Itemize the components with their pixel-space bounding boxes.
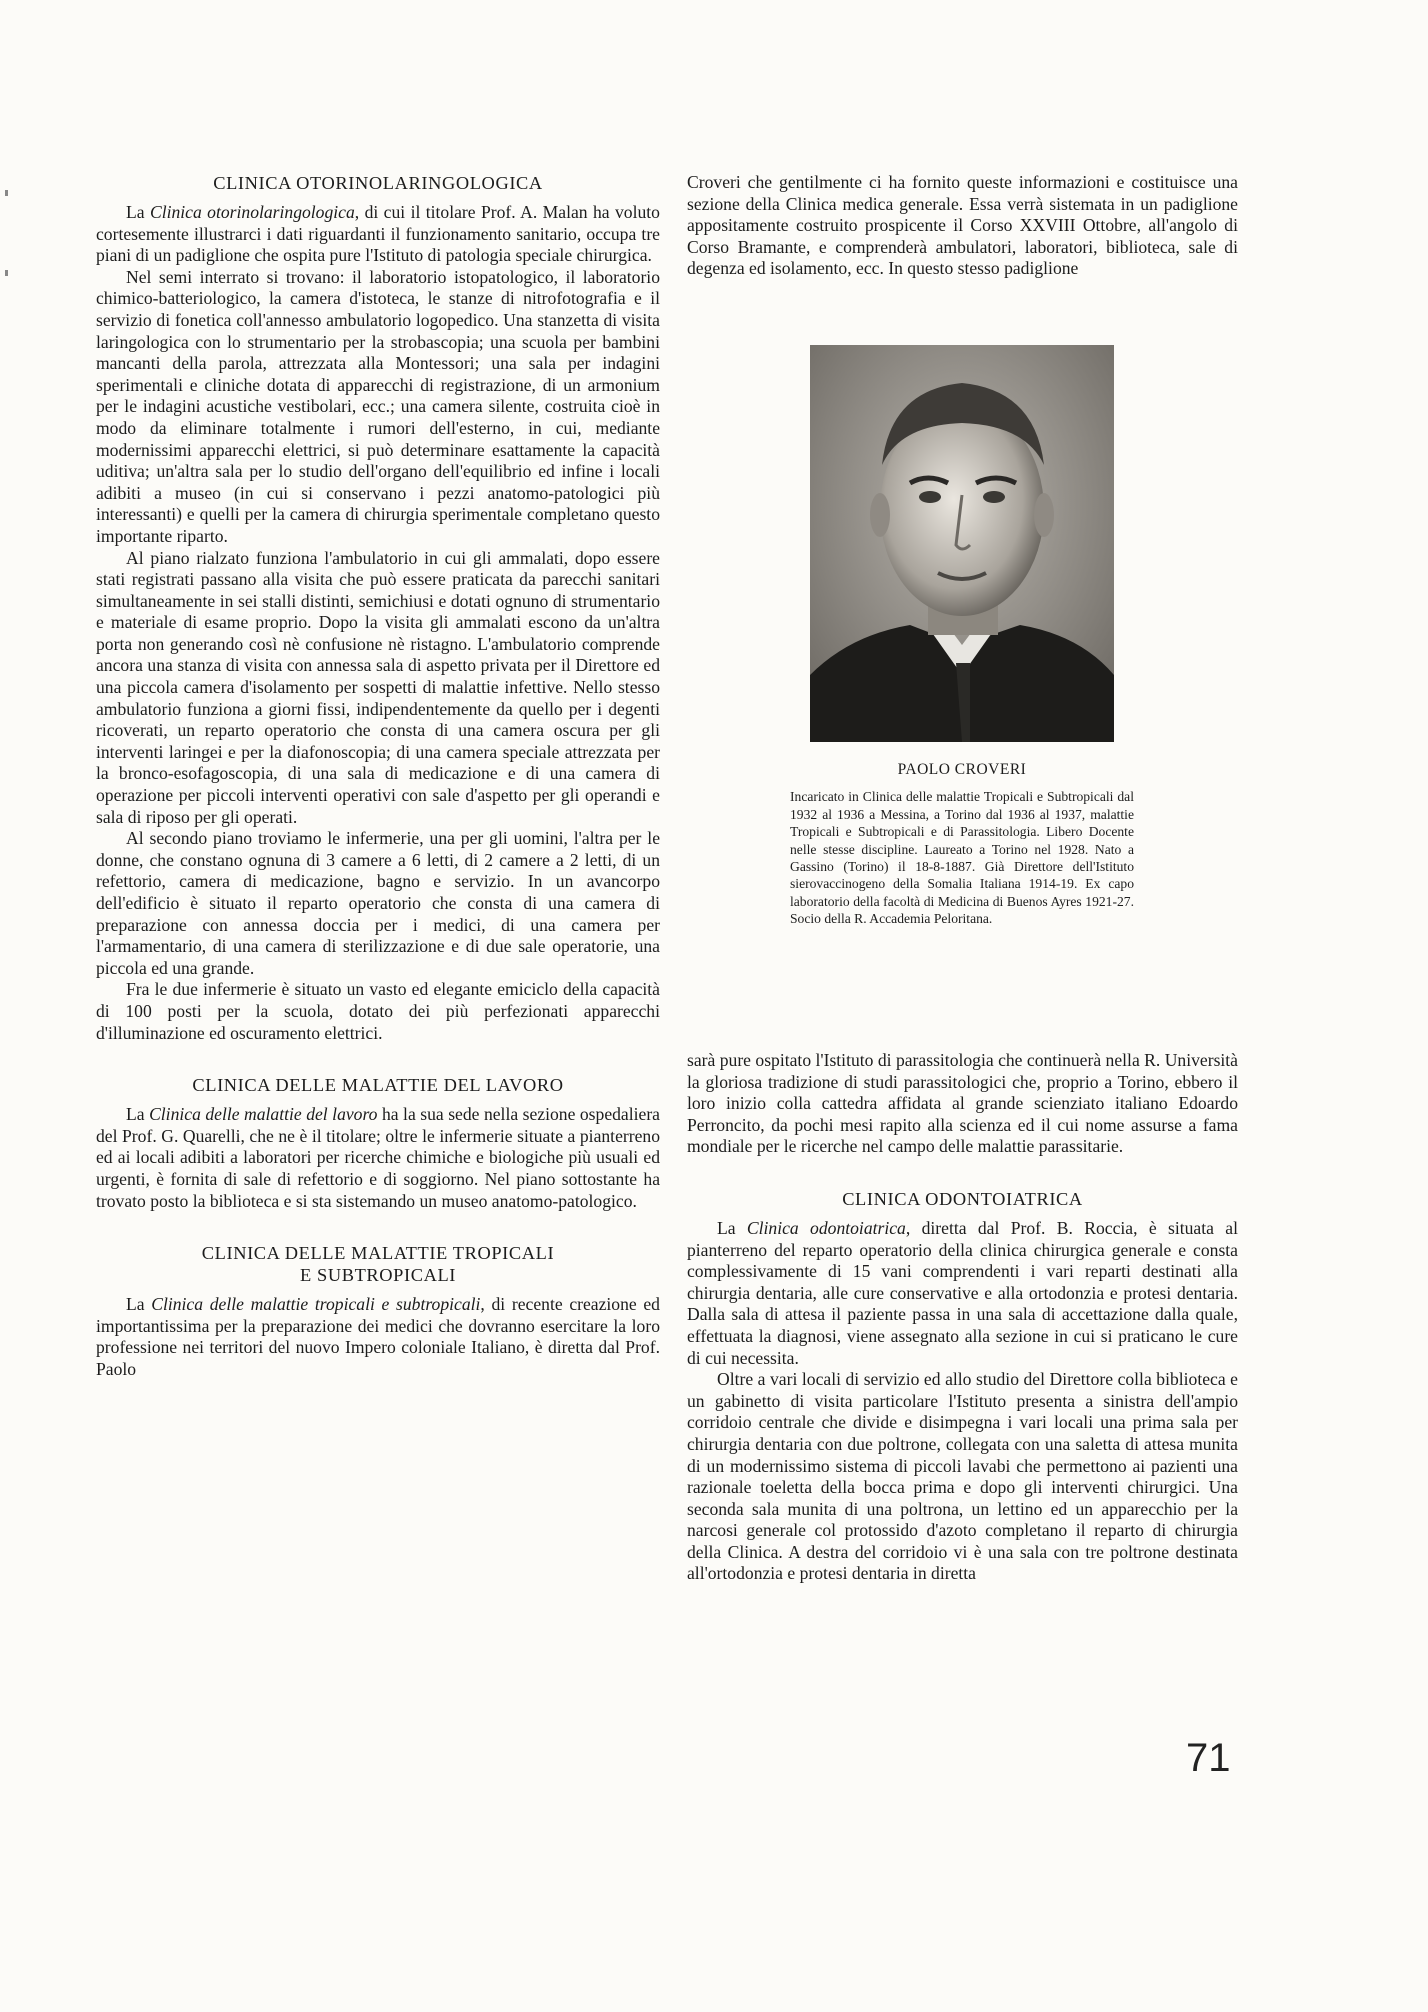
paragraph-lead: La — [126, 202, 150, 222]
scan-mark — [5, 270, 8, 276]
paragraph: Nel semi interrato si trovano: il laboratorio istopatologico, il laboratorio chimico-batteriologico, la camera d'istoteca, le stanze di nitrofotografia e il servizio di fonetica coll'annesso ambulatorio logopedico. Una stanzetta di visita laringologica con lo strumentario per la strobascopia; una scuola per bambini mancanti della parola, attrezzata alla Montessori; una sala per indagini sperimentali e cliniche dotata di apparecchi di registrazione, di un armonium per le indagini acustiche vestibolari, ecc.; una camera silente, costruita cioè in modo da eliminare totalmente i rumori dell'esterno, in cui, mediante modernissimi apparecchi elettrici, si può determinare esattamente la capacità uditiva; un'altra sala per lo studio dell'organo dell'equilibrio ed infine i locali adibiti a museo (in cui si conservano i pezzi anatomo-patologici più interessanti) e quelli per la camera di chirurgia sperimentale completano questo importante riparto. — [96, 266, 660, 546]
section-title-malattie-tropicali — [96, 1242, 660, 1286]
left-column — [96, 172, 660, 1381]
paragraph-lead: La — [126, 1104, 150, 1125]
paragraph: Croveri che gentilmente ci ha fornito queste informazioni e costituisce una sezione della Clinica medica generale. Essa verrà sistemata in un padiglione appositamente costruito prospicente il Corso XXVIII Ottobre, all'angolo di Corso Bramante, e comprenderà ambulatori, laboratori, biblioteca, sale di degenza ed isolamento, ecc. In questo stesso padiglione — [687, 172, 1238, 279]
scan-mark — [5, 190, 8, 196]
title-line: CLINICA DELLE MALATTIE TROPICALI — [201, 1243, 555, 1264]
clinic-name-italic: Clinica delle malattie tropicali e subtropicali — [151, 1294, 481, 1315]
page-number: 71 — [1186, 1736, 1231, 1780]
paragraph-text: , di cui il titolare Prof. A. Malan ha voluto cortesemente illustrarci i dati riguardanti il funzionamento sanitario, occupa tre piani di un padiglione che ospita pure l'Istituto di patologia speciale chirurgica. — [96, 202, 660, 266]
paragraph: Al secondo piano troviamo le infermerie, una per gli uomini, l'altra per le donne, che constano ognuna di 3 camere a 6 letti, di 2 camere a 2 letti, di un refettorio, camera di medicazione, bagno e servizio. In un avancorpo dell'edificio è situato il reparto operatorio che consta di una camera di preparazione con annessa doccia per i medici, di una camera per l'armamentario, di una camera di sterilizzazione e di due sale operatorie, una piccola ed una grande. — [96, 828, 660, 978]
clinic-name-italic: Clinica odontoiatrica — [746, 1217, 906, 1238]
paragraph-text: , di recente creazione ed importantissima per la preparazione dei medici che dovranno esercitare la loro professione nei territori del nuovo Impero coloniale Italiano, è diretta dal Prof. Paolo — [96, 1294, 660, 1379]
section-title-odontoiatrica: CLINICA ODONTOIATRICA — [842, 1188, 1083, 1209]
paragraph-lead: La — [126, 1294, 152, 1315]
paragraph: sarà pure ospitato l'Istituto di parassitologia che continuerà nella R. Università la gloriosa tradizione di studi parassitologici che, proprio a Torino, ebbero il loro inizio colla cattedra affidata al grande scienziato italiano Edoardo Perroncito, da pochi mesi rapito alla scienza ed il cui nome assurse a fama mondiale per le ricerche nel campo delle malattie parassitarie. — [687, 1050, 1238, 1157]
paragraph — [687, 1218, 1238, 1369]
paragraph: Oltre a vari locali di servizio ed allo studio del Direttore colla biblioteca e un gabinetto di visita particolare l'Istituto presenta a sinistra dell'ampio corridoio centrale che divide e disimpegna i vari locali una prima sala per chirurgia dentaria con due poltrone, collegata con una saletta di attesa munita di un modernissimo sistema di piccoli lavabi che permettono ai pazienti una razionale toeletta della bocca prima e dopo gli interventi chirurgici. Una seconda sala munita di una poltrona, un lettino ed un apparecchio per la narcosi generale col protossido d'azoto completano il reparto di chirurgia della Clinica. A destra del corridoio vi è una sala con tre poltrone destinata all'ortodonzia e protesi dentaria in diretta — [687, 1369, 1238, 1584]
paragraph: Al piano rialzato funziona l'ambulatorio in cui gli ammalati, dopo essere stati registrati passano alla visita che può essere praticata da parecchi sanitari simultaneamente in sei stalli distinti, semichiusi e dotati ognuno di strumentario e materiale di esame proprio. Dopo la visita gli ammalati escono da un'altra porta non generando così nè confusione nè ristagno. L'ambulatorio comprende ancora una stanza di visita con annessa sala di aspetto privata per il Direttore ed una piccola camera d'isolamento per sospetti di malattie infettive. Nello stesso ambulatorio funziona a giorni fissi, indipendentemente da quello per i degenti ricoverati, un reparto operatorio che consta di una camera oscura per gli interventi laringei e per la diafonoscopia; di una camera speciale attrezzata per la bronco-esofagoscopia, di una sala di medicazione e di una camera di operazione per piccoli interventi operativi con sale d'aspetto per gli operandi e sala di riposo per gli operati. — [96, 547, 660, 827]
title-line: E SUBTROPICALI — [299, 1265, 457, 1286]
section-title-malattie-lavoro: CLINICA DELLE MALATTIE DEL LAVORO — [192, 1075, 564, 1096]
paragraph — [96, 1294, 660, 1380]
paragraph: Fra le due infermerie è situato un vasto ed elegante emiciclo della capacità di 100 posti per la scuola, dotato dei più perfezionati apparecchi d'illuminazione ed oscuramento elettrici. — [96, 979, 660, 1043]
clinic-name-italic: Clinica otorinolaringologica — [149, 202, 355, 222]
paragraph-text: ha la sua sede nella sezione ospedaliera del Prof. G. Quarelli, che ne è il titolare; oltre le infermerie situate a pianterreno ed ai locali adibiti a laboratori per ricerche chimiche e biologiche più usuali ed urgenti, è fornita di sale di refettorio e di soggiorno. Nel piano sottostante ha trovato posto la biblioteca e si sta sistemando un museo anatomo-patologico. — [96, 1104, 660, 1211]
photo-caption — [790, 761, 1134, 928]
paragraph — [96, 1104, 660, 1212]
paragraph — [96, 202, 660, 267]
portrait-image — [810, 345, 1114, 742]
clinic-name-italic: Clinica delle malattie del lavoro — [149, 1104, 378, 1125]
section-title-otorinolaringologica: CLINICA OTORINOLARINGOLOGICA — [213, 173, 543, 193]
right-column-bottom — [687, 1050, 1238, 1585]
paragraph-lead: La — [717, 1217, 747, 1238]
caption-text: Incaricato in Clinica delle malattie Tropicali e Subtropicali dal 1932 al 1936 a Messina, a Torino dal 1936 al 1937, malattie Tropicali e Subtropicali e di Parassitologia. Libero Docente nelle stesse discipline. Laureato a Torino nel 1928. Nato a Gassino (Torino) il 18-8-1887. Già Direttore dell'Istituto sierovaccinogeno della Somalia Italiana 1914-19. Ex capo laboratorio della facoltà di Medicina di Buenos Ayres 1921-27. Socio della R. Accademia Peloritana. — [790, 789, 1134, 927]
caption-name: PAOLO CROVERI — [897, 761, 1027, 778]
right-column-top — [687, 172, 1238, 280]
portrait-photo — [810, 345, 1114, 742]
paragraph-text: , diretta dal Prof. B. Roccia, è situata al pianterreno del reparto operatorio della clinica chirurgica generale e consta complessivamente di 15 vani comprendenti i vari reparti destinati alla chirurgia dentaria, alle cure conservative e alla ortodonzia e protesi dentaria. Dalla sala di attesa il paziente passa in una sala di accettazione dalla quale, effettuata la diagnosi, viene assegnato alla sezione in cui si praticano le cure di cui necessita. — [687, 1217, 1238, 1368]
